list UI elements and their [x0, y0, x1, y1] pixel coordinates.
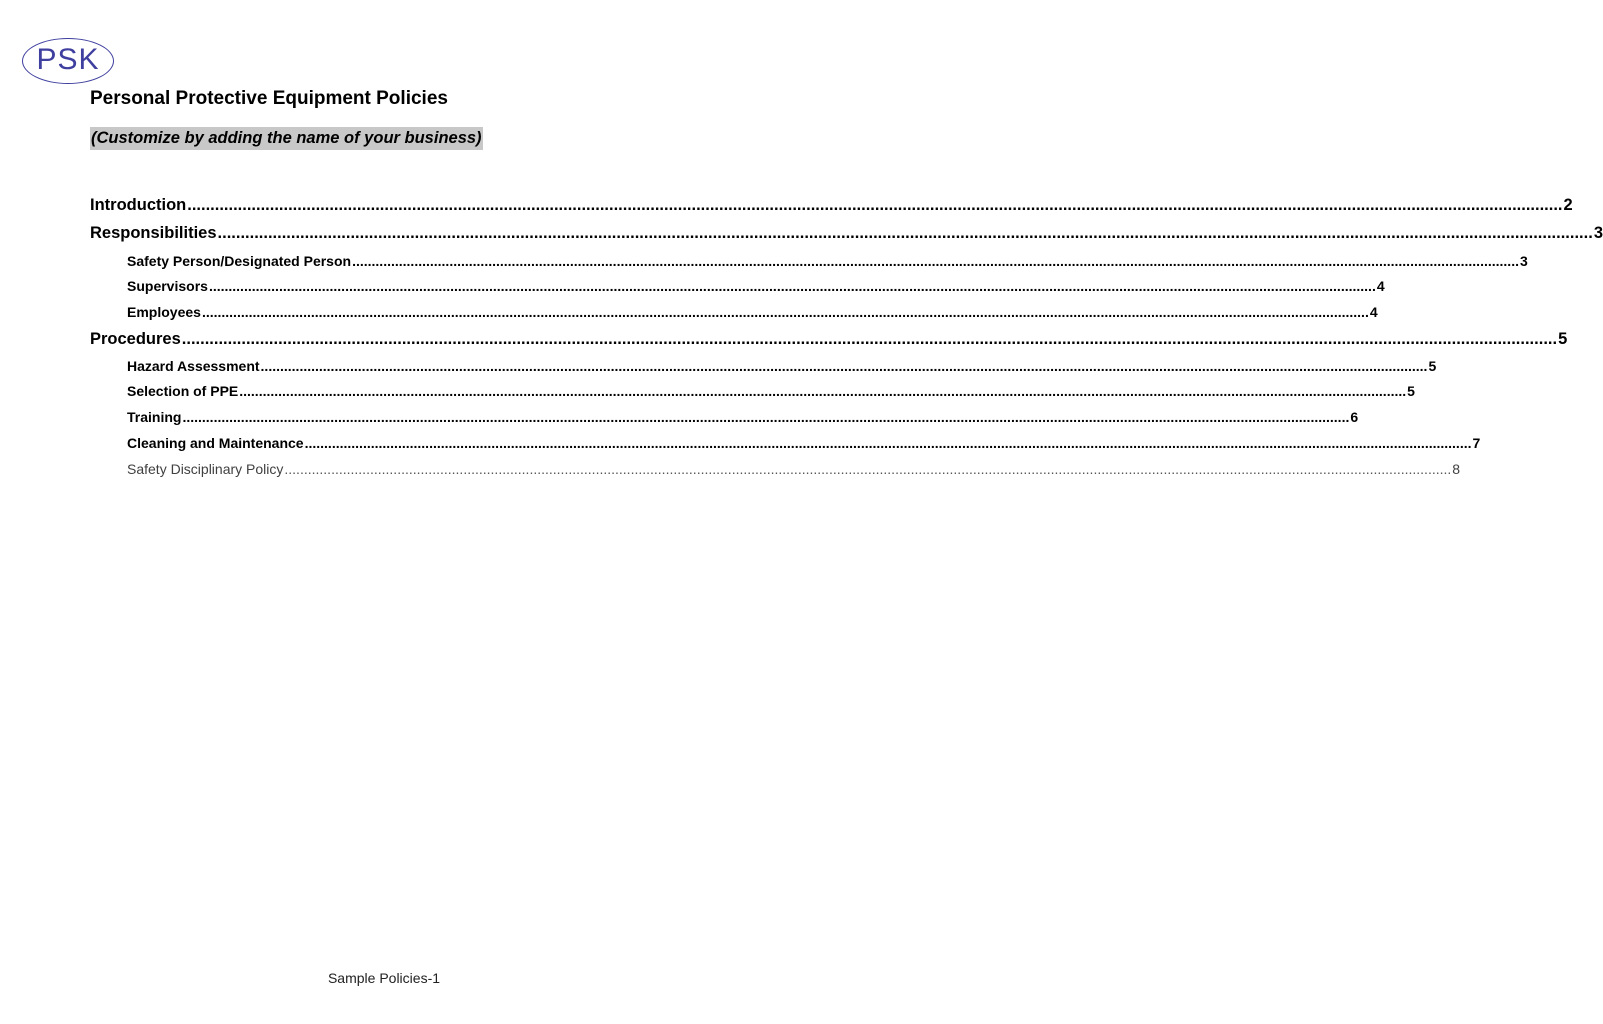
toc-entry-training[interactable] [127, 409, 1359, 425]
toc-entry-label: Cleaning and Maintenance [127, 435, 304, 451]
toc-leader-dots: ............................................................................................................................................................................................................................................................................................................ [182, 409, 1350, 425]
document-title: Personal Protective Equipment Policies [90, 88, 448, 109]
toc-leader-dots: ............................................................................................................................................................................................................................................................................................................ [187, 196, 1563, 214]
toc-entry-page: 2 [1563, 196, 1573, 214]
toc-entry-page: 8 [1452, 461, 1461, 477]
toc-entry-page: 5 [1428, 358, 1437, 374]
toc-entry-responsibilities[interactable] [90, 224, 1603, 243]
toc-entry-employees[interactable] [127, 304, 1378, 320]
toc-leader-dots: ............................................................................................................................................................................................................................................................................................................ [208, 278, 1376, 294]
toc-entry-label: Supervisors [127, 278, 208, 294]
toc-entry-hazard-assessment[interactable] [127, 358, 1437, 374]
toc-entry-procedures[interactable] [90, 330, 1568, 349]
toc-leader-dots: ............................................................................................................................................................................................................................................................................................................ [352, 253, 1519, 269]
toc-entry-page: 7 [1472, 435, 1481, 451]
toc-entry-label: Training [127, 409, 182, 425]
toc-leader-dots: ............................................................................................................................................................................................................................................................................................................ [217, 224, 1593, 242]
toc-entry-safety-disciplinary-policy[interactable] [127, 461, 1461, 477]
toc-entry-page: 4 [1369, 304, 1378, 320]
toc-entry-supervisors[interactable] [127, 278, 1385, 294]
toc-entry-label: Hazard Assessment [127, 358, 260, 374]
logo-text: PSK [36, 43, 100, 76]
toc-entry-page: 5 [1558, 330, 1568, 348]
toc-entry-label: Introduction [90, 196, 187, 214]
toc-entry-page: 3 [1519, 253, 1528, 269]
toc-entry-introduction[interactable] [90, 196, 1573, 215]
toc-entry-page: 4 [1376, 278, 1385, 294]
toc-leader-dots: ............................................................................................................................................................................................................................................................................................................ [304, 435, 1472, 451]
toc-leader-dots: ............................................................................................................................................................................................................................................................................................................ [239, 383, 1407, 399]
toc-leader-dots: ............................................................................................................................................................................................................................................................................................................ [260, 358, 1428, 374]
toc-leader-dots: ............................................................................................................................................................................................................................................................................................................ [284, 461, 1452, 477]
toc-entry-cleaning-and-maintenance[interactable] [127, 435, 1481, 451]
toc-entry-page: 5 [1407, 383, 1415, 399]
toc-entry-page: 6 [1350, 409, 1359, 425]
toc-entry-label: Responsibilities [90, 224, 217, 242]
toc-entry-label: Safety Person/Designated Person [127, 253, 352, 269]
toc-entry-selection-of-ppe[interactable] [127, 383, 1415, 399]
toc-entry-label: Procedures [90, 330, 181, 348]
page-footer: Sample Policies-1 [327, 970, 441, 986]
toc-entry-safety-person[interactable] [127, 253, 1528, 269]
toc-entry-label: Employees [127, 304, 201, 320]
toc-entry-label: Safety Disciplinary Policy [127, 461, 284, 477]
psk-logo [22, 38, 114, 84]
toc-entry-page: 3 [1593, 224, 1603, 242]
document-subtitle: (Customize by adding the name of your business) [90, 127, 483, 150]
toc-entry-label: Selection of PPE [127, 383, 239, 399]
toc-leader-dots: ............................................................................................................................................................................................................................................................................................................ [181, 330, 1558, 348]
toc-leader-dots: ............................................................................................................................................................................................................................................................................................................ [201, 304, 1369, 320]
